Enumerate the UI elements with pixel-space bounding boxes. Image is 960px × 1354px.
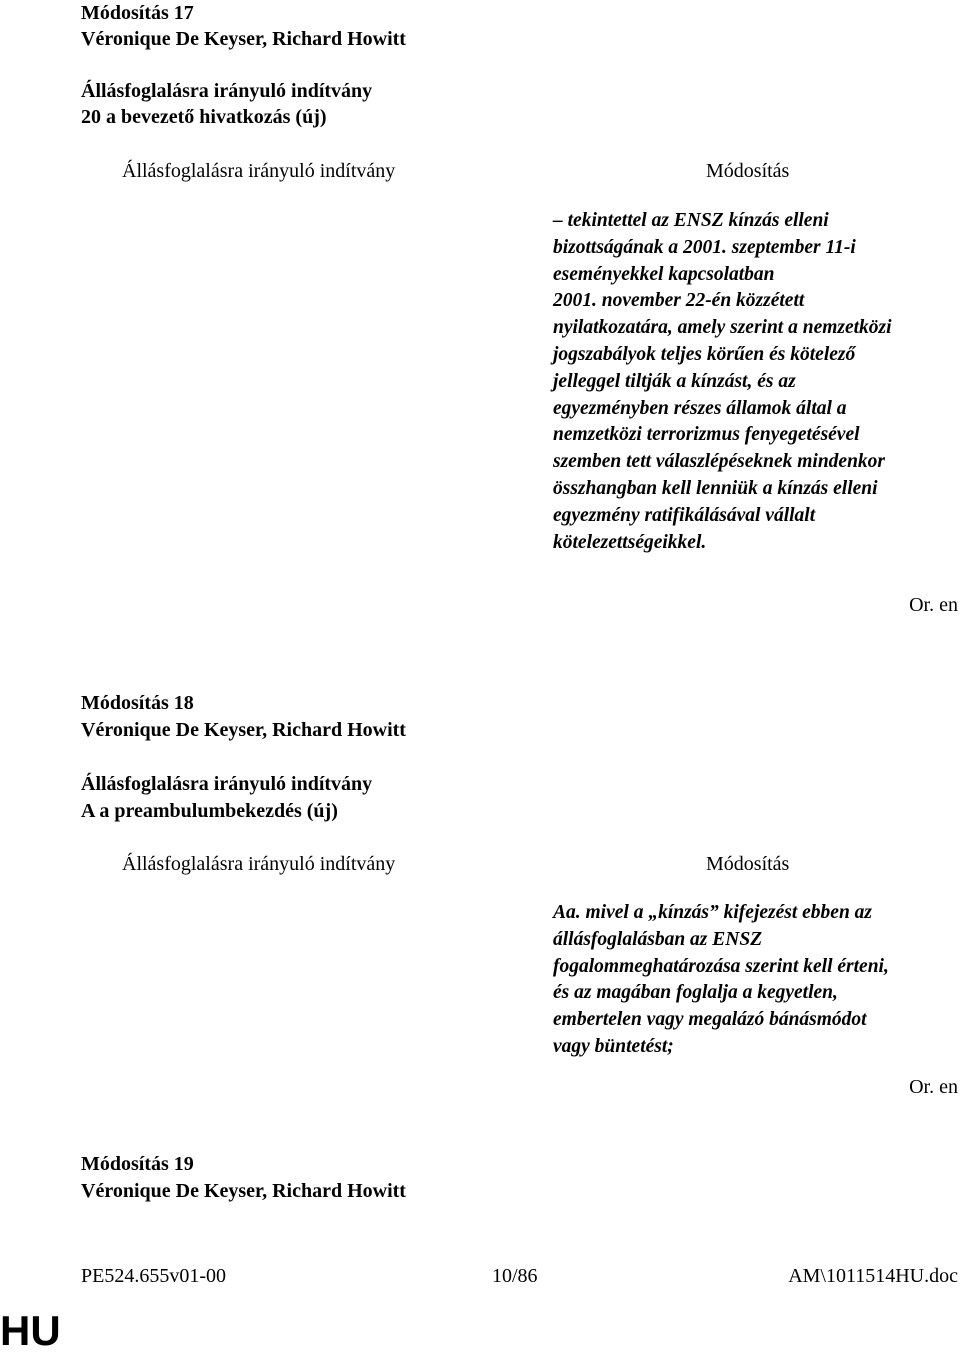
amendment-19-authors: Véronique De Keyser, Richard Howitt [81,1180,406,1202]
amendment-17-authors: Véronique De Keyser, Richard Howitt [81,28,406,50]
amendment-text-line: állásfoglalásban az ENSZ [553,928,763,950]
amendment-19-title: Módosítás 19 [81,1153,194,1175]
amendment-text-line: jogszabályok teljes körűen és kötelező [553,343,856,365]
amendment-17-doc-type: Állásfoglalásra irányuló indítvány [81,80,373,102]
amendment-text-line: bizottságának a 2001. szeptember 11-i [553,236,856,258]
amendment-18-title: Módosítás 18 [81,692,194,714]
amendment-18-reference: A a preambulumbekezdés (új) [81,800,338,822]
amendment-18-col-right-header: Módosítás [706,853,790,875]
amendment-17-title: Módosítás 17 [81,2,194,24]
amendment-text-line: jelleggel tiltják a kínzást, és az [553,370,796,392]
amendment-text-line: fogalommeghatározása szerint kell érteni, [553,955,889,977]
footer-file-name: AM\1011514HU.doc [788,1265,958,1287]
amendment-18-col-left-header: Állásfoglalásra irányuló indítvány [122,853,396,875]
amendment-text-line: összhangban kell lenniük a kínzás elleni [553,477,878,499]
amendment-text-line: Aa. mivel a „kínzás” kifejezést ebben az [553,902,873,923]
amendment-17-original-language: Or. en [909,594,958,616]
amendment-17-col-right-header: Módosítás [706,160,790,182]
amendment-text-line: vagy büntetést; [553,1035,674,1057]
amendment-text-line: egyezményben részes államok által a [553,397,847,419]
language-code: HU [0,1307,61,1354]
amendment-text-line: nemzetközi terrorizmus fenyegetésével [553,424,860,446]
amendment-text-line: nyilatkozatára, amely szerint a nemzetközi [553,317,892,339]
amendment-text-line: 2001. november 22-én közzétett [553,290,805,312]
footer-doc-ref: PE524.655v01-00 [81,1265,226,1287]
amendment-text-line: szemben tett válaszlépéseknek mindenkor [553,451,886,473]
amendment-text-line: eseményekkel kapcsolatban [553,263,775,285]
amendment-17-text [553,208,958,556]
amendment-text-line: egyezmény ratifikálásával vállalt [553,504,816,526]
amendment-18-original-language: Or. en [909,1076,958,1098]
amendment-text-line: – tekintettel az ENSZ kínzás elleni [553,210,829,231]
amendment-text-line: embertelen vagy megalázó bánásmódot [553,1009,867,1031]
amendment-18-authors: Véronique De Keyser, Richard Howitt [81,719,406,741]
amendment-text-line: és az magában foglalja a kegyetlen, [553,982,838,1004]
amendment-18-doc-type: Állásfoglalásra irányuló indítvány [81,773,373,795]
amendment-18-text [553,900,958,1061]
amendment-17-col-left-header: Állásfoglalásra irányuló indítvány [122,160,396,182]
footer-page-number: 10/86 [492,1265,538,1287]
amendment-17-reference: 20 a bevezető hivatkozás (új) [81,106,327,128]
amendment-text-line: kötelezettségeikkel. [553,531,707,553]
